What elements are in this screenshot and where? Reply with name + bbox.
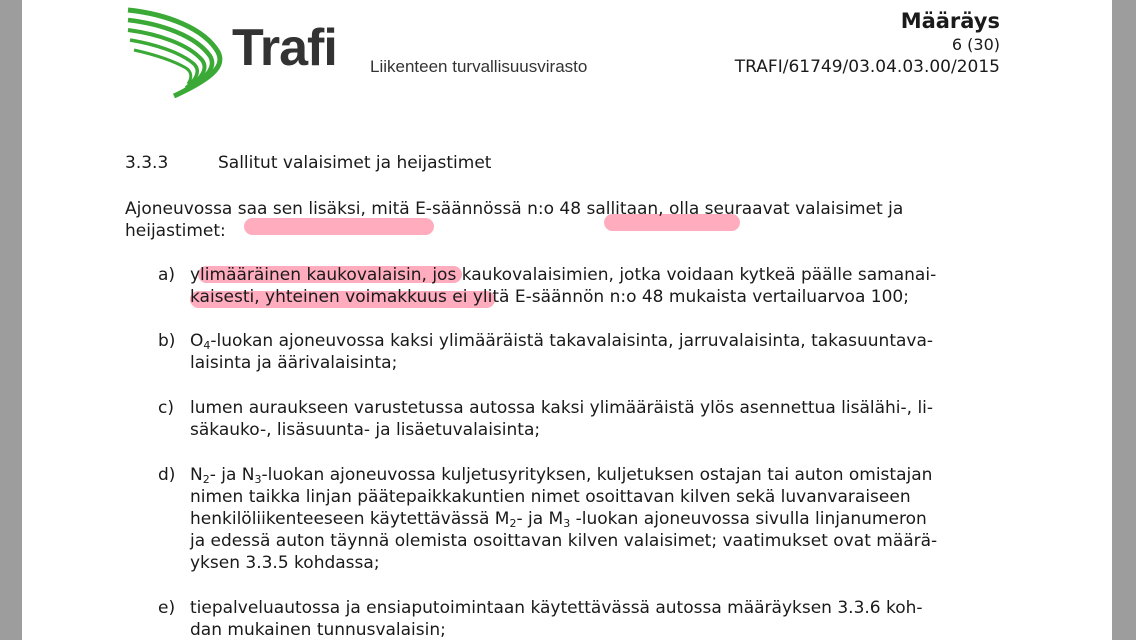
item-c-line-1: lumen auraukseen varustetussa autossa kaksi ylimääräistä ylös asennettua lisälähi-, li-: [190, 398, 934, 418]
item-a-label: a): [158, 265, 176, 285]
brand-name: Trafi: [232, 19, 337, 77]
item-a-line-2: kaisesti, yhteinen voimakkuus ei ylitä E-säännön n:o 48 mukaista vertailuarvoa 100;: [190, 287, 909, 307]
item-d-line-1: $N_2-$ ja $N_3$-luokan ajoneuvossa kuljetusyrityksen, kuljetuksen ostajan tai auton omistajan: [190, 465, 933, 486]
item-b-line-2: laisinta ja äärivalaisinta;: [190, 353, 398, 373]
item-e-line-2: dan mukainen tunnusvalaisin;: [190, 620, 446, 640]
item-d-label: d): [158, 465, 176, 485]
section-title: Sallitut valaisimet ja heijastimet: [218, 153, 492, 173]
item-e-label: e): [158, 598, 176, 618]
item-c-line-2: säkauko-, lisäsuunta- ja lisäetuvalaisinta;: [190, 420, 541, 440]
item-d-line-3: henkilöliikenteeseen käytettävässä $M_2-$ ja $M_3$ -luokan ajoneuvossa sivulla linjanumeron: [190, 509, 927, 530]
document-page: [22, 0, 1112, 640]
document-type: Määräys: [900, 9, 1000, 33]
item-c-label: c): [158, 398, 174, 418]
document-reference: TRAFI/61749/03.04.03.00/2015: [734, 57, 1000, 77]
section-number: 3.3.3: [125, 153, 169, 173]
item-e-line-1: tiepalveluautossa ja ensiaputoimintaan käytettävässä autossa määräyksen 3.3.6 koh-: [190, 598, 923, 618]
item-d-line-2: nimen taikka linjan päätepaikkakuntien nimet osoittavan kilven sekä luvanvaraiseen: [190, 487, 911, 507]
intro-line-2: heijastimet:: [125, 221, 226, 241]
intro-line-1: Ajoneuvossa saa sen lisäksi, mitä E-säännössä n:o 48 sallitaan, olla seuraavat valaisimet ja: [125, 199, 904, 219]
highlight-mark: [244, 218, 434, 235]
item-a-line-1: ylimääräinen kaukovalaisin, jos kaukovalaisimien, jotka voidaan kytkeä päälle samanai-: [190, 265, 937, 285]
item-b-line-1: $O_4$-luokan ajoneuvossa kaksi ylimääräistä takavalaisinta, jarruvalaisinta, takasuuntava-: [190, 331, 934, 352]
page-count: 6 (30): [951, 35, 1000, 54]
trafi-logo-icon: [126, 6, 236, 98]
item-d-line-5: yksen 3.3.5 kohdassa;: [190, 553, 380, 573]
item-d-line-4: ja edessä auton täynnä olemista osoittavan kilven valaisimet; vaatimukset ovat määrä-: [190, 531, 938, 551]
brand-subtitle: Liikenteen turvallisuusvirasto: [370, 57, 588, 76]
item-b-label: b): [158, 331, 176, 351]
